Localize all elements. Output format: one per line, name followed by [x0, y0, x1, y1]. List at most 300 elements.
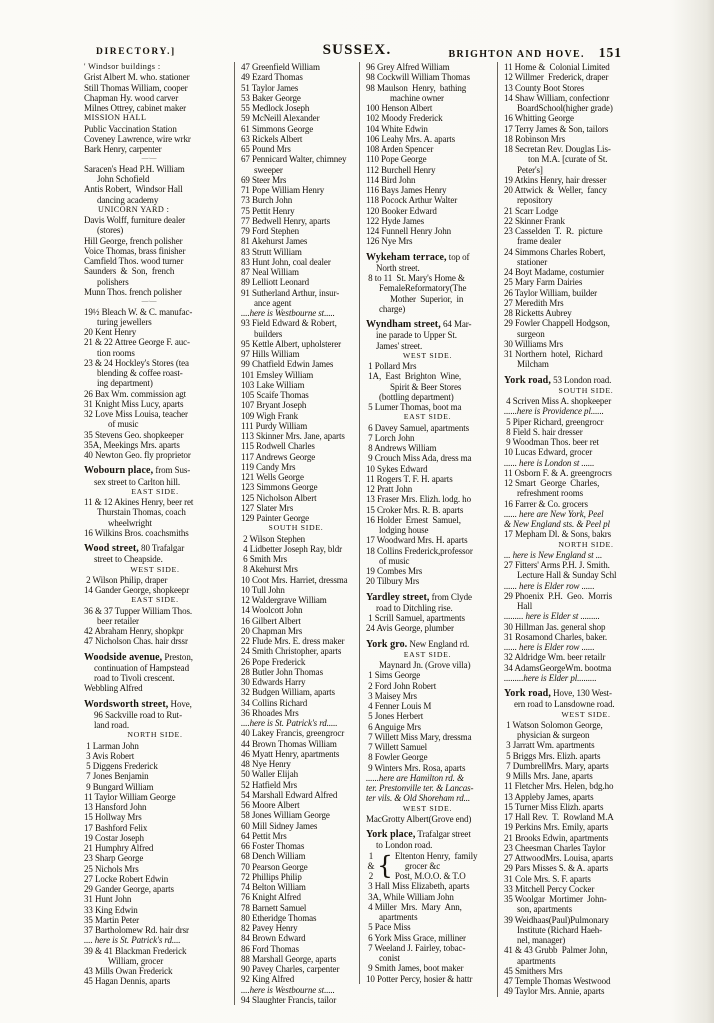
street-heading-continuation: 96 Sackville road to Rut-	[94, 709, 182, 720]
directory-entry: 3 Maisey Mrs	[366, 690, 417, 701]
directory-entry: 83 Hunt John, coal dealer	[241, 256, 331, 267]
cross-reference: ......here is Providence pl......	[504, 406, 604, 417]
street-heading-continuation: North street.	[376, 262, 420, 273]
directory-entry: 10 Potter Percy, hosier & hattr	[366, 973, 473, 984]
directory-entry: 44 Brown Thomas William	[241, 738, 337, 749]
directory-entry: Voice Thomas, brass finisher	[84, 245, 186, 256]
directory-entry: 20 Attwick & Weller, fancy	[504, 185, 607, 195]
directory-entry: 34 Collins Richard	[241, 697, 308, 708]
cross-reference: & New England sts. & Peel pl	[504, 519, 610, 529]
directory-entry: 66 Foster Thomas	[241, 841, 305, 851]
directory-entry: 126 Nye Mrs	[366, 236, 413, 247]
directory-entry: 17 Hall Rev. T. Rowland M.A	[504, 812, 614, 822]
directory-entry: 30 Williams Mrs	[504, 338, 563, 349]
directory-entry-continuation: wheelwright	[108, 517, 152, 528]
directory-entry: 49 Ezard Thomas	[241, 72, 303, 83]
directory-entry: 78 Barnett Samuel	[241, 902, 307, 913]
directory-entry: 23 Cheesman Charles Taylor	[504, 842, 606, 853]
directory-entry: 9 Winters Mrs. Rosa, aparts	[366, 762, 466, 773]
directory-entry-continuation: polishers	[97, 276, 129, 287]
directory-entry: 27 AttwoodMrs. Louisa, aparts	[504, 853, 613, 863]
directory-entry: 60 Mill Sidney James	[241, 820, 318, 831]
directory-entry: 8 Field S. hair dresser	[504, 426, 583, 437]
directory-entry: 32 Budgen William, aparts	[241, 687, 335, 698]
directory-entry: 67 Pennicard Walter, chimney	[241, 154, 347, 165]
brace-icon: {	[377, 850, 393, 880]
directory-entry: 20 Chapman Mrs	[241, 625, 303, 636]
directory-entry: 71 Pope William Henry	[241, 185, 325, 195]
street-name: Wykeham terrace,	[366, 251, 447, 263]
directory-entry: 27 Locke Robert Edwin	[84, 873, 169, 884]
directory-entry: 73 Burch John	[241, 195, 293, 206]
directory-entry: Hill George, french polisher	[84, 235, 183, 246]
directory-columns	[84, 62, 676, 1005]
directory-entry: 114 Bird John	[366, 174, 416, 185]
street-heading-continuation: ern road to Lansdowne road.	[514, 699, 615, 710]
street-heading-continuation: sex street to Carlton hill.	[94, 476, 181, 487]
directory-entry-continuation: sweeper	[254, 164, 283, 175]
directory-entry: 42 Abraham Henry, shopkpr	[84, 626, 184, 636]
directory-entry: 33 King Edwin	[84, 904, 138, 915]
directory-entry: 69 Steer Mrs	[241, 174, 287, 185]
directory-entry: 18 Collins Frederick,professor	[366, 545, 473, 556]
directory-entry: 72 Phillips Philip	[241, 871, 302, 882]
directory-entry: 65 Pound Mrs	[241, 144, 291, 154]
directory-entry-continuation: refreshment rooms	[517, 488, 584, 499]
directory-entry: Saracen's Head P.H. William	[84, 163, 185, 174]
cross-reference: ... here is New England st ...	[504, 549, 603, 560]
directory-entry: 6 York Miss Grace, milliner	[366, 932, 466, 943]
header-directory-label: DIRECTORY.]	[96, 47, 176, 57]
directory-entry: 25 Mary Farm Dairies	[504, 277, 583, 288]
directory-entry: 29 Gander George, aparts	[84, 884, 174, 894]
cross-reference: ...... here are New York, Peel	[504, 508, 604, 519]
directory-entry-continuation: apartments	[517, 955, 556, 966]
side-heading: NORTH SIDE.	[558, 539, 614, 549]
directory-entry: 5 Pace Miss	[366, 922, 411, 933]
directory-entry: 8 to 11 St. Mary's Home &	[366, 273, 465, 283]
directory-entry: 28 Ricketts Aubrey	[504, 308, 572, 318]
directory-entry: 2 Wilson Philip, draper	[84, 574, 168, 585]
directory-entry: 121 Wells George	[241, 472, 304, 482]
directory-entry-continuation: tion rooms	[97, 347, 135, 358]
directory-entry: 52 Hatfield Mrs	[241, 779, 297, 790]
directory-entry: 6 Anguige Mrs	[366, 721, 421, 732]
directory-entry: 8 Akehurst Mrs	[241, 564, 298, 575]
directory-entry-continuation: ance agent	[254, 297, 292, 308]
street-heading: Wood street, 80 Trafalgar	[84, 543, 185, 554]
directory-entry: 11 Rogers T. F. H. aparts	[366, 473, 453, 484]
brace-group-entry	[366, 851, 497, 882]
directory-entry: 39 Weidhaas(Paul)Pulmonary	[504, 914, 609, 925]
directory-entry: 53 Baker George	[241, 92, 301, 103]
directory-entry: 7 Willett Samuel	[366, 742, 428, 752]
directory-entry-continuation: (bottling department)	[379, 391, 454, 402]
directory-entry: 1 Larman John	[84, 740, 139, 751]
directory-entry: 1 Watson Solomon George,	[504, 719, 603, 730]
directory-entry: 16 Whitting George	[504, 113, 574, 124]
directory-entry: 9 Woodman Thos. beer ret	[504, 437, 599, 447]
directory-entry: 3A, While William John	[366, 891, 454, 902]
directory-entry: 63 Rickels Albert	[241, 133, 303, 144]
directory-entry-continuation: Institute (Richard Haeh-	[517, 924, 603, 935]
directory-entry-continuation: Lecture Hall & Sunday Schl	[517, 570, 617, 581]
directory-entry: 61 Simmons George	[241, 123, 314, 134]
directory-entry: 43 Mills Owan Frederick	[84, 966, 173, 976]
street-heading: York road, Hove, 130 West-	[504, 688, 612, 699]
directory-column-4	[497, 62, 676, 997]
directory-entry-continuation: repository	[517, 195, 553, 206]
directory-entry: 11 Taylor William George	[84, 791, 176, 802]
directory-entry-continuation: blending & coffee roast-	[97, 368, 183, 378]
directory-entry: 21 & 22 Attree George F. auc-	[84, 337, 190, 348]
street-name: Wyndham street,	[366, 319, 441, 330]
directory-entry: 2 Ford John Robert	[366, 680, 437, 691]
directory-entry-continuation: machine owner	[390, 92, 444, 103]
directory-entry: 4 Lidbetter Joseph Ray, bldr	[241, 543, 342, 554]
directory-entry: 23 Casselden T. R. picture	[504, 226, 603, 236]
directory-entry: 12 Waldergrave William	[241, 595, 327, 605]
street-heading-continuation: road to Ditchling rise.	[376, 602, 453, 613]
directory-entry: 9 Smith James, boot maker	[366, 963, 464, 974]
directory-entry: 104 White Edwin	[366, 123, 428, 134]
directory-entry: 40 Lakey Francis, greengrocr	[241, 728, 345, 739]
directory-entry: 74 Belton William	[241, 882, 306, 892]
side-heading: SOUTH SIDE.	[558, 385, 614, 395]
directory-entry: Grist Albert M. who. stationer	[84, 72, 190, 83]
directory-entry: Milnes Ottrey, cabinet maker	[84, 103, 187, 113]
directory-entry-continuation: nel, manager)	[517, 935, 566, 945]
directory-entry: 115 Rodwell Charles	[241, 441, 315, 452]
directory-entry: 125 Nicholson Albert	[241, 492, 317, 503]
directory-entry: 10 Coot Mrs. Harriet, dressma	[241, 574, 348, 585]
directory-entry: 8 Andrews William	[366, 443, 437, 453]
directory-entry: 29 Fowler Chappell Hodgson,	[504, 318, 610, 329]
directory-entry: 49 Taylor Mrs. Annie, aparts	[504, 986, 605, 997]
directory-entry-continuation: charge)	[379, 303, 406, 314]
side-heading: EAST SIDE.	[131, 595, 179, 605]
directory-entry: 17 Woodward Mrs. H. aparts	[366, 535, 468, 546]
directory-entry: 9 Bungard William	[84, 781, 154, 792]
directory-entry: 31 Rosamond Charles, baker.	[504, 631, 608, 642]
directory-entry: Webbling Alfred	[84, 683, 143, 694]
directory-entry: 19 Costar Joseph	[84, 832, 144, 843]
directory-entry-continuation: Thurstain Thomas, coach	[97, 507, 186, 518]
brace-labels: 1 & 2	[367, 850, 375, 881]
directory-entry: 22 Skinner Frank	[504, 215, 565, 226]
directory-entry: 5 Jones Herbert	[366, 711, 424, 722]
street-name: York road,	[504, 374, 551, 386]
directory-entry: 27 Fitters' Arms P.H. J. Smith.	[504, 560, 610, 570]
directory-entry: 13 Fraser Mrs. Elizh. lodg. ho	[366, 494, 471, 505]
directory-entry: 106 Leahy Mrs. A. aparts	[366, 133, 456, 144]
directory-entry-continuation: William, grocer	[108, 955, 164, 966]
directory-entry: 23 & 24 Hockley's Stores (tea	[84, 357, 189, 368]
directory-entry: 58 Jones William George	[241, 810, 330, 821]
directory-entry: 11 Fletcher Mrs. Helen, bdg.ho	[504, 781, 614, 792]
directory-entry: 24 Simmons Charles Robert,	[504, 246, 606, 257]
directory-entry: 102 Moody Frederick	[366, 113, 443, 124]
street-heading: Woodside avenue, Preston,	[84, 651, 193, 663]
directory-entry: 97 Hills William	[241, 349, 300, 359]
directory-entry: 29 Phoenix P.H. Geo. Morris	[504, 590, 613, 601]
directory-entry: Saunders & Son, french	[84, 266, 175, 277]
directory-entry: 40 Newton Geo. fly proprietor	[84, 450, 191, 460]
directory-entry-continuation: (stores)	[97, 225, 124, 236]
directory-entry-continuation: stationer	[517, 256, 548, 267]
directory-entry: 70 Pearson George	[241, 861, 308, 872]
cross-reference: ....here is Westbourne st.....	[241, 308, 335, 318]
directory-entry: 1A, East Brighton Wine,	[366, 371, 462, 382]
side-heading: NORTH SIDE.	[127, 730, 183, 740]
directory-entry: 31 Northern hotel, Richard	[504, 349, 603, 359]
directory-column-1	[84, 62, 234, 987]
directory-entry: 36 & 37 Tupper William Thos.	[84, 605, 193, 616]
directory-entry: 12 Smart George Charles,	[504, 478, 600, 488]
directory-entry: 21 Scarr Lodge	[504, 205, 559, 216]
directory-entry: 98 Maulson Henry, bathing	[366, 82, 467, 93]
directory-entry: 24 Avis George, plumber	[366, 623, 454, 634]
directory-entry: 28 Butler John Thomas	[241, 666, 323, 677]
ornament-divider: —·—	[141, 298, 157, 305]
directory-entry: 35A, Meekings Mrs. aparts	[84, 439, 180, 450]
directory-entry: 5 Diggens Frederick	[84, 761, 158, 771]
directory-column-3	[359, 62, 497, 984]
directory-entry: 16 Wilkins Bros. coachsmiths	[84, 527, 189, 538]
directory-entry: 26 Bax Wm. commission agt	[84, 388, 187, 399]
directory-entry: 87 Neal William	[241, 267, 299, 277]
street-heading: York road, 53 London road.	[504, 374, 612, 386]
directory-entry: 127 Slater Mrs	[241, 502, 294, 513]
directory-entry: 17 Terry James & Son, tailors	[504, 123, 609, 134]
directory-entry: 4 Miller Mrs. Mary Ann,	[366, 901, 462, 912]
directory-entry: 122 Hyde James	[366, 215, 425, 226]
directory-entry: 79 Ford Stephen	[241, 226, 299, 236]
directory-entry: 14 Shaw William, confectionr	[504, 92, 610, 103]
directory-entry: 45 Hagan Dennis, aparts	[84, 976, 171, 987]
street-name: Wood street,	[84, 543, 139, 554]
directory-entry: 18 Secretan Rev. Douglas Lis-	[504, 144, 611, 154]
directory-entry: 13 Appleby James, aparts	[504, 791, 594, 802]
directory-entry: 17 Bashford Felix	[84, 822, 148, 833]
cross-reference: .........here is Elder pl.........	[504, 672, 597, 683]
directory-entry: 11 & 12 Akines Henry, beer ret	[84, 497, 194, 507]
header-right-group	[448, 44, 622, 62]
directory-entry: 20 Kent Henry	[84, 327, 137, 337]
directory-entry: 35 Woolgar Mortimer John-	[504, 894, 607, 904]
directory-entry: 96 Grey Alfred William	[366, 62, 450, 72]
directory-entry-continuation: ton M.A. [curate of St.	[528, 154, 608, 165]
directory-entry: 31 Cole Mrs. S. F. aparts	[504, 873, 591, 884]
directory-entry: Coveney Lawrence, wire wrkr	[84, 133, 191, 144]
directory-entry: 82 Pavey Henry	[241, 923, 298, 933]
cross-reference: ......here are Hamilton rd. &	[366, 772, 464, 783]
directory-entry: 107 Bryant Joseph	[241, 400, 307, 411]
directory-entry-continuation: apartments	[379, 912, 418, 922]
directory-entry: 12 Willmer Frederick, draper	[504, 72, 609, 83]
cross-reference: ......... here is Elder st .........	[504, 611, 600, 622]
directory-entry: 12 Pratt John	[366, 484, 413, 494]
directory-entry-continuation: frame dealer	[517, 236, 562, 247]
directory-entry: 86 Ford Thomas	[241, 943, 299, 954]
directory-entry: 11 Osborn F. & A. greengrocrs	[504, 467, 612, 478]
side-heading: EAST SIDE.	[131, 486, 179, 496]
directory-entry: 47 Greenfield William	[241, 62, 320, 72]
directory-entry: 117 Andrews George	[241, 451, 316, 462]
directory-entry: 119 Candy Mrs	[241, 461, 296, 472]
street-heading-continuation: street to Cheapside.	[94, 554, 163, 565]
directory-entry: 1 Sims George	[366, 670, 421, 681]
cross-reference: ....here is St. Patrick's rd.....	[241, 718, 338, 728]
directory-entry: 11 Home & Colonial Limited	[504, 62, 610, 72]
directory-entry: 30 Hillman Jas. general shop	[504, 621, 606, 632]
directory-entry: 21 Humphry Alfred	[84, 843, 154, 853]
directory-entry: 19½ Bleach W. & C. manufac-	[84, 306, 193, 317]
directory-entry: 3 Hall Miss Elizabeth, aparts	[366, 881, 470, 892]
directory-entry: 98 Cockwill William Thomas	[366, 72, 470, 83]
directory-entry: 8 Fowler George	[366, 752, 428, 763]
directory-entry-continuation: FemaleReformatory(The	[379, 283, 467, 294]
directory-entry: 113 Skinner Mrs. Jane, aparts	[241, 431, 345, 441]
directory-entry: 19 Perkins Mrs. Emily, aparts	[504, 822, 609, 833]
directory-entry: 5 Lumer Thomas, boot ma	[366, 402, 462, 412]
street-name: Wobourn place,	[84, 465, 154, 477]
street-heading-continuation: land road.	[94, 720, 129, 730]
street-name: Wordsworth street,	[84, 698, 169, 710]
header-town-title: BRIGHTON AND HOVE.	[448, 49, 585, 60]
directory-entry: 1 Scrill Samuel, apartments	[366, 613, 465, 623]
directory-entry: 7 Jones Benjamin	[84, 771, 149, 782]
directory-entry: 90 Pavey Charles, carpenter	[241, 964, 340, 974]
directory-entry-continuation: Spirit & Beer Stores	[390, 381, 462, 392]
directory-entry-continuation: beer retailer	[97, 615, 139, 626]
subheading: ' Windsor buildings :	[84, 62, 161, 71]
directory-entry: 10 Tull John	[241, 584, 285, 595]
directory-entry: 24 Boyt Madame, costumier	[504, 267, 604, 277]
subheading: UNICORN YARD :	[98, 204, 170, 214]
directory-entry: 16 Gilbert Albert	[241, 615, 301, 626]
directory-entry: 3 Jarratt Wm. apartments	[504, 740, 595, 751]
directory-entry: 25 Nichols Mrs	[84, 863, 139, 874]
directory-entry-continuation: Maynard Jn. (Grove villa)	[379, 660, 471, 670]
directory-entry: 3 Avis Robert	[84, 750, 135, 761]
directory-entry: 7 DumbrellMrs. Mary, aparts	[504, 760, 609, 771]
directory-entry-continuation: son, apartments	[517, 904, 572, 915]
directory-entry: 4 Fenner Louis M	[366, 701, 432, 711]
directory-entry: Antis Robert, Windsor Hall	[84, 184, 183, 195]
directory-entry: 45 Smithers Mrs	[504, 965, 563, 976]
cross-reference: ...... here is Elder row ......	[504, 580, 595, 591]
directory-entry-continuation: surgeon	[517, 328, 545, 339]
street-heading: York place, Trafalgar street	[366, 829, 471, 840]
directory-entry: 35 Martin Peter	[84, 914, 139, 925]
directory-entry: Chapman Hy. wood carver	[84, 92, 179, 103]
directory-entry: 9 Crouch Miss Ada, dress ma	[366, 453, 472, 464]
directory-entry: 15 Hollway Mrs	[84, 812, 142, 823]
side-heading: WEST SIDE.	[561, 709, 611, 719]
directory-entry: 91 Sutherland Arthur, insur-	[241, 287, 340, 298]
directory-entry: 123 Simmons George	[241, 482, 318, 493]
directory-entry: 120 Booker Edward	[366, 205, 437, 216]
street-heading-continuation: James' street.	[376, 340, 423, 351]
directory-entry: 47 Nicholson Chas. hair drssr	[84, 636, 188, 647]
directory-entry: 24 Smith Christopher, aparts	[241, 646, 342, 657]
directory-entry: 75 Pettit Henry	[241, 205, 295, 216]
cross-reference: ...... here is Elder row ......	[504, 642, 595, 652]
street-name: Yardley street,	[366, 591, 430, 603]
directory-entry: 100 Henson Albert	[366, 103, 433, 113]
directory-entry: 19 Atkins Henry, hair dresser	[504, 174, 607, 185]
directory-entry: 1 Pollard Mrs	[366, 361, 417, 371]
directory-entry: 68 Dench William	[241, 851, 306, 862]
directory-entry: 5 Piper Richard, greengrocr	[504, 416, 604, 427]
directory-entry: 56 Moore Albert	[241, 800, 300, 810]
directory-entry: 4 Scriven Miss A. shopkeeper	[504, 396, 612, 406]
directory-entry: Bark Henry, carpenter	[84, 144, 162, 154]
directory-entry: 110 Pope George	[366, 154, 427, 165]
directory-entry: 51 Taylor James	[241, 82, 299, 93]
directory-entry: 99 Chatfield Edwin James	[241, 359, 334, 370]
directory-entry: 129 Painter George	[241, 513, 310, 523]
directory-entry-continuation: Peter's]	[517, 164, 543, 175]
directory-entry: 116 Bays James Henry	[366, 185, 447, 195]
directory-entry: 118 Pocock Arthur Walter	[366, 195, 458, 206]
directory-entry: 5 Briggs Mrs. Elizh. aparts	[504, 750, 601, 761]
brace-entry-lines: Eltenton Henry, family grocer &c Post, M.O.O. & T.O	[394, 850, 478, 881]
side-heading: EAST SIDE.	[403, 649, 452, 659]
directory-entry: 76 Knight Alfred	[241, 892, 301, 903]
street-heading: Wordsworth street, Hove,	[84, 698, 192, 710]
directory-entry-continuation: Milcham	[517, 359, 549, 370]
directory-entry: 89 Lelliott Leonard	[241, 277, 310, 288]
directory-entry: 10 Sykes Edward	[366, 463, 428, 474]
directory-entry: 47 Temple Thomas Westwood	[504, 976, 611, 986]
street-heading: Yardley street, from Clyde	[366, 591, 472, 603]
directory-entry: 46 Myatt Henry, apartments	[241, 748, 340, 759]
directory-entry: 17 Mepham Dl. & Sons, bakrs	[504, 529, 612, 540]
directory-entry-continuation: builders	[254, 328, 283, 339]
directory-entry-continuation: Hall	[517, 601, 533, 611]
directory-entry: 21 Brooks Edwin, apartments	[504, 832, 609, 843]
directory-entry: 19 Combes Mrs	[366, 566, 423, 576]
directory-entry: Davis Wolff, furniture dealer	[84, 215, 186, 225]
directory-entry: 16 Farrer & Co. grocers	[504, 498, 588, 509]
directory-entry: 9 Mills Mrs. Jane, aparts	[504, 771, 593, 781]
street-heading-continuation: to London road.	[376, 840, 433, 851]
directory-entry: Public Vaccination Station	[84, 123, 177, 134]
directory-entry: 31 Knight Miss Lucy, aparts	[84, 398, 184, 409]
directory-entry-continuation: turing jewellers	[97, 316, 152, 327]
page-number: 151	[598, 45, 622, 60]
directory-entry: Munn Thos. french polisher	[84, 286, 182, 297]
cross-reference: ...... here is London st ......	[504, 457, 595, 468]
directory-entry: Camfield Thos. wood turner	[84, 256, 184, 266]
side-heading: WEST SIDE.	[402, 803, 453, 813]
street-heading: Wykeham terrace, top of	[366, 251, 470, 263]
street-heading-continuation: road to Tivoli crescent.	[94, 673, 175, 683]
directory-entry: 26 Pope Frederick	[241, 656, 306, 667]
directory-entry: 2 Wilson Stephen	[241, 533, 306, 544]
street-heading: Wobourn place, from Sus-	[84, 465, 191, 477]
directory-entry: 101 Emsley William	[241, 369, 314, 380]
directory-entry: 81 Akehurst James	[241, 236, 308, 247]
cross-reference: ter. Prestonville ter. & Lancas-	[366, 783, 474, 793]
directory-entry-continuation: conist	[379, 953, 400, 963]
directory-entry-continuation: dancing academy	[97, 194, 159, 205]
street-heading: Wyndham street, 64 Mar-	[366, 319, 472, 330]
directory-entry: 108 Arden Spencer	[366, 144, 434, 154]
street-name: York road,	[504, 688, 551, 699]
